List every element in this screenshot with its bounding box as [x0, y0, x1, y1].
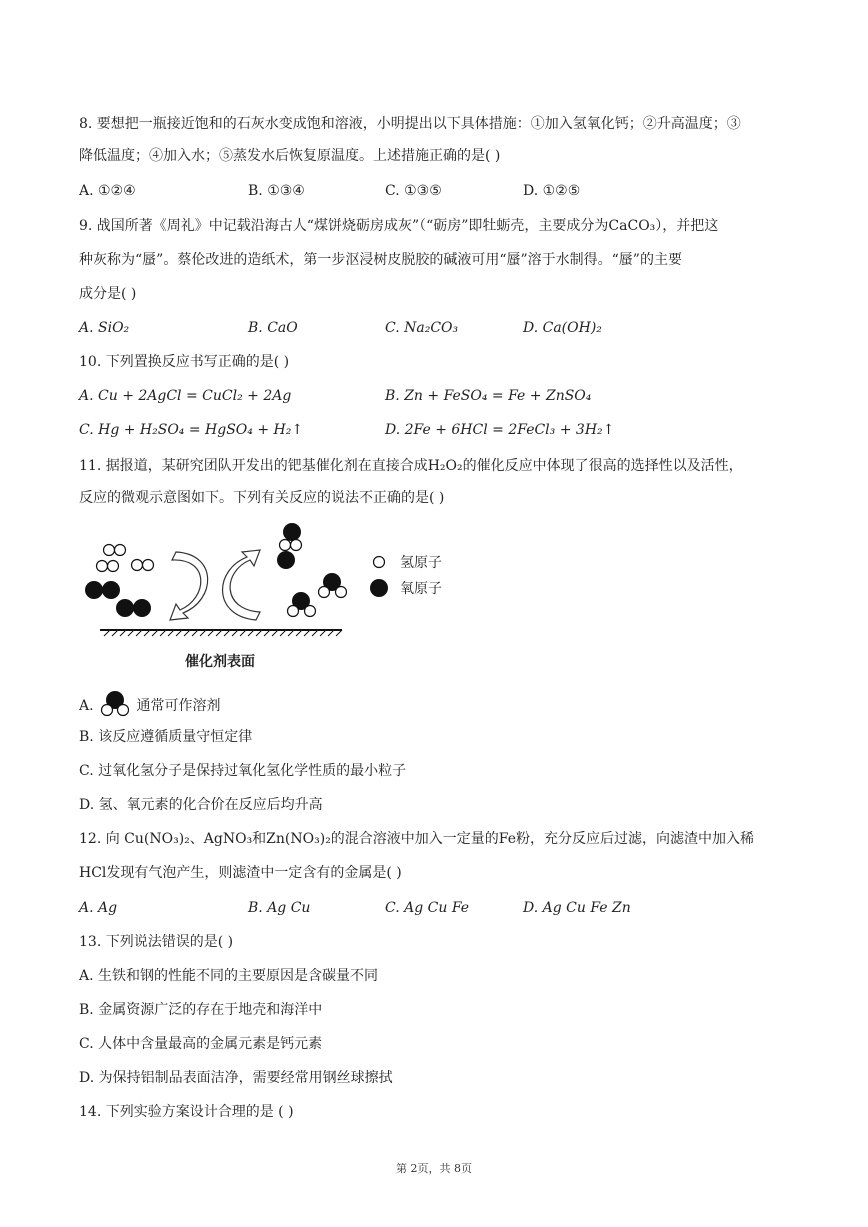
legend-hydrogen-label: 氢原子 [400, 555, 442, 571]
q11-option-a-text: 通常可作溶剂 [136, 698, 221, 714]
q9-option-c: C. Na₂CO₃ [385, 320, 459, 336]
curved-arrow-down-icon [170, 552, 208, 620]
hydrogen-molecule [104, 545, 126, 556]
q10-option-a: A. Cu + 2AgCl = CuCl₂ + 2Ag [79, 388, 292, 404]
water-molecule [319, 573, 347, 598]
page-footer: 第 2页，共 8页 [396, 1162, 472, 1175]
q8-stem-line2: 降低温度；④加入水；⑤蒸发水后恢复原温度。上述措施正确的是( ) [79, 148, 501, 164]
hydrogen-molecule [97, 561, 119, 572]
legend-oxygen-label: 氧原子 [400, 581, 442, 597]
q11-option-d: D. 氢、氧元素的化合价在反应后均升高 [79, 797, 323, 813]
hydrogen-peroxide-molecule [277, 523, 302, 569]
q13-option-b: B. 金属资源广泛的存在于地壳和海洋中 [79, 1002, 323, 1018]
oxygen-atom-icon [370, 579, 388, 597]
q12-option-a: A. Ag [79, 900, 118, 916]
q13-option-c: C. 人体中含量最高的金属元素是钙元素 [79, 1036, 323, 1052]
q11-stem-line2: 反应的微观示意图如下。下列有关反应的说法不正确的是( ) [79, 490, 445, 506]
q8-option-a: A. ①②④ [79, 183, 136, 199]
q9-option-b: B. CaO [248, 320, 298, 336]
q11-option-a [79, 690, 220, 718]
q12-stem-line2: HCl发现有气泡产生，则滤渣中一定含有的金属是( ) [79, 865, 402, 881]
legend-oxygen [370, 579, 442, 597]
curved-arrow-up-icon [223, 550, 260, 620]
q12-option-b: B. Ag Cu [248, 900, 311, 916]
q14-stem: 14. 下列实验方案设计合理的是 ( ) [79, 1104, 294, 1120]
water-molecule-icon [98, 690, 132, 718]
catalyst-reaction-diagram [80, 518, 460, 678]
hydrogen-atom-icon [374, 557, 385, 568]
q8-stem-line1: 8. 要想把一瓶接近饱和的石灰水变成饱和溶液，小明提出以下具体措施：①加入氢氧化钙；②升高温度；③ [79, 116, 741, 132]
q12-option-d: D. Ag Cu Fe Zn [523, 900, 631, 916]
q12-option-c: C. Ag Cu Fe [385, 900, 470, 916]
q9-stem-line2: 种灰称为“蜃”。蔡伦改进的造纸术，第一步沤浸树皮脱胶的碱液可用“蜃”溶于水制得。“蜃”的主要 [79, 252, 682, 268]
q12-stem-line1: 12. 向 Cu(NO₃)₂、AgNO₃和Zn(NO₃)₂的混合溶液中加入一定量的Fe粉，充分反应后过滤，向滤渣中加入稀 [79, 831, 755, 847]
oxygen-molecule [85, 581, 120, 599]
reaction-diagram-svg [80, 518, 460, 678]
q13-option-a: A. 生铁和钢的性能不同的主要原因是含碳量不同 [79, 968, 379, 984]
catalyst-surface-label: 催化剂表面 [185, 654, 255, 670]
q8-option-c: C. ①③⑤ [385, 183, 442, 199]
q13-option-d: D. 为保持铝制品表面洁净，需要经常用钢丝球擦拭 [79, 1070, 393, 1086]
q10-option-d: D. 2Fe + 6HCl = 2FeCl₃ + 3H₂↑ [385, 422, 615, 438]
hydrogen-molecule [132, 560, 154, 571]
q9-stem-line3: 成分是( ) [79, 286, 137, 302]
q13-stem: 13. 下列说法错误的是( ) [79, 934, 234, 950]
q11-option-b: B. 该反应遵循质量守恒定律 [79, 729, 253, 745]
oxygen-molecule [116, 599, 151, 617]
water-molecule [288, 592, 316, 617]
q11-stem-line1: 11. 据报道，某研究团队开发出的钯基催化剂在直接合成H₂O₂的催化反应中体现了很高的选择性以及活性， [79, 458, 743, 474]
q10-stem: 10. 下列置换反应书写正确的是( ) [79, 354, 290, 370]
q9-stem-line1: 9. 战国所著《周礼》中记载沿海古人“煤饼烧砺房成灰”（“砺房”即牡蛎壳，主要成分为CaCO₃），并把这 [79, 218, 719, 234]
q11-option-c: C. 过氧化氢分子是保持过氧化氢化学性质的最小粒子 [79, 763, 407, 779]
q10-option-c: C. Hg + H₂SO₄ = HgSO₄ + H₂↑ [79, 422, 304, 438]
legend-hydrogen [374, 555, 443, 571]
q10-option-b: B. Zn + FeSO₄ = Fe + ZnSO₄ [385, 388, 592, 404]
q8-option-b: B. ①③④ [248, 183, 305, 199]
q8-option-d: D. ①②⑤ [523, 183, 581, 199]
q9-option-a: A. SiO₂ [79, 320, 130, 336]
catalyst-surface [100, 630, 342, 636]
q9-option-d: D. Ca(OH)₂ [523, 320, 602, 336]
q11-option-a-prefix: A. [79, 698, 94, 714]
